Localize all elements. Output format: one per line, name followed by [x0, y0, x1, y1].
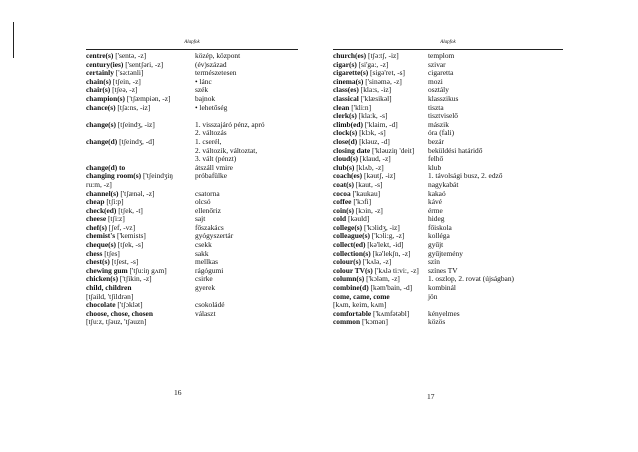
- pronunciation: ['klaim, -d]: [364, 119, 398, 129]
- entry-gloss: sakk: [195, 248, 209, 258]
- entry-gloss: kávé: [428, 197, 442, 207]
- left-margin-line: [13, 22, 14, 58]
- entry-gloss: próbafülke: [195, 171, 228, 181]
- right-entry-list: [333, 52, 563, 327]
- headword-text: change(d): [86, 136, 118, 146]
- pronunciation: [klʌb, -z]: [356, 162, 384, 172]
- headword-text: certainly: [86, 68, 114, 78]
- headword-text: colour TV(s): [333, 265, 373, 275]
- entry-gloss: szék: [195, 85, 209, 95]
- pronunciation: [tʃa:ns, -iz]: [117, 102, 151, 112]
- pronunciation: ['tʃeindʒiŋ: [142, 171, 173, 181]
- pronunciation: ['tʃæmpiən, -z]: [126, 93, 171, 103]
- dictionary-entry: [86, 104, 298, 113]
- headword-text: coach(es): [333, 171, 363, 181]
- pronunciation: ['tʃɔklət]: [117, 300, 143, 310]
- entry-headword: [86, 318, 146, 327]
- entry-gloss: sajt: [195, 214, 206, 224]
- entry-gloss: csekk: [195, 240, 212, 250]
- headword-text: colour(s): [333, 257, 361, 267]
- entry-headword: [86, 104, 150, 113]
- headword-text: cheese: [86, 214, 107, 224]
- pronunciation: [tʃeindʒ, -d]: [119, 136, 155, 146]
- pronunciation: [tʃek, -s]: [117, 240, 144, 250]
- pronunciation: [tʃu:z, tʃəuz, 'tʃəuzn]: [86, 317, 147, 327]
- pronunciation: [tʃes]: [104, 248, 120, 258]
- headword-text: champion(s): [86, 93, 126, 103]
- entry-gloss: érme: [428, 205, 443, 215]
- headword-text: club(s): [333, 162, 355, 172]
- headword-text: chest(s): [86, 257, 110, 267]
- headword-text: change(d) to: [86, 162, 126, 172]
- headword-text: collection(s): [333, 248, 371, 258]
- headword-text: closing date: [333, 145, 371, 155]
- headword-text: chain(s): [86, 76, 112, 86]
- entry-gloss: 1. visszajáró pénz, apró: [195, 119, 265, 129]
- pronunciation: ru:m, -z]: [86, 179, 112, 189]
- headword-text: coffee: [333, 197, 352, 207]
- headword-text: classical: [333, 93, 359, 103]
- entry-headword: [86, 138, 154, 147]
- pronunciation: [tʃek, -t]: [118, 205, 143, 215]
- headword-text: chef(s): [86, 222, 107, 232]
- headword-text: check(ed): [86, 205, 117, 215]
- pronunciation: [kləuz, -d]: [359, 136, 390, 146]
- entry-gloss: csatorna: [195, 188, 220, 198]
- pronunciation: [klaud, -z]: [359, 154, 391, 164]
- pronunciation: [kəutʃ, -iz]: [364, 171, 396, 181]
- pronunciation: ['tʃu:iŋ gʌm]: [129, 265, 167, 275]
- pronunciation: ['sinəmə, -z]: [365, 76, 402, 86]
- running-header-left: Alapfok: [184, 40, 200, 45]
- entry-gloss: természetesen: [195, 68, 237, 78]
- dictionary-entry: [86, 138, 298, 147]
- pronunciation: ['kemists]: [117, 231, 146, 241]
- headword-text: cigar(s): [333, 59, 357, 69]
- pronunciation: [tʃi:p]: [106, 197, 124, 207]
- headword-text: combine(d): [333, 283, 369, 293]
- pronunciation: [kəuld]: [348, 214, 370, 224]
- entry-gloss: kolléga: [428, 231, 450, 241]
- entry-gloss: gyerek: [195, 283, 216, 293]
- pronunciation: [sigə'ret, -s]: [370, 68, 406, 78]
- entry-gloss: kombinál: [428, 283, 456, 293]
- pronunciation: [ʃef, -vz]: [108, 222, 136, 232]
- dictionary-entry: [86, 147, 298, 156]
- entry-gloss: kényelmes: [428, 308, 460, 318]
- headword-text: chicken(s): [86, 274, 119, 284]
- headword-text: choose, chose, chosen: [86, 308, 153, 318]
- headword-text: clean: [333, 102, 350, 112]
- headword-text: climb(ed): [333, 119, 363, 129]
- headword-text: church(es): [333, 51, 367, 60]
- entry-gloss: kakaó: [428, 188, 446, 198]
- entry-gloss: színes TV: [428, 265, 458, 275]
- entry-gloss: beküldési határidő: [428, 145, 483, 155]
- headword-text: cocoa: [333, 188, 351, 198]
- headword-text: changing room(s): [86, 171, 142, 181]
- headword-text: clerk(s): [333, 111, 357, 121]
- headword-text: common: [333, 317, 361, 327]
- entry-gloss: bezár: [428, 136, 444, 146]
- pronunciation: [tʃə:tʃ, -iz]: [367, 51, 399, 60]
- pronunciation: ['sə:tənli]: [115, 68, 144, 78]
- pronunciation: ['klæsikəl]: [360, 93, 392, 103]
- dictionary-entry: [86, 121, 298, 130]
- pronunciation: ['kʌlə ti:vi:, -z]: [374, 265, 419, 275]
- headword-text: class(es): [333, 85, 359, 95]
- entry-gloss: mozi: [428, 76, 443, 86]
- headword-text: collect(ed): [333, 240, 366, 250]
- entry-gloss: főszakács: [195, 222, 224, 232]
- entry-gloss: osztály: [428, 85, 449, 95]
- headword-text: college(s): [333, 222, 363, 232]
- entry-gloss: választ: [195, 308, 216, 318]
- headword-text: cheap: [86, 197, 105, 207]
- entry-gloss: csokoládé: [195, 300, 225, 310]
- pronunciation: [klɔk, -s]: [359, 128, 386, 138]
- entry-gloss: közös: [428, 317, 446, 327]
- entry-gloss: • lánc: [195, 76, 212, 86]
- headword-text: clock(s): [333, 128, 358, 138]
- entry-gloss: 1. oszlop, 2. rovat (újságban): [428, 274, 514, 284]
- entry-gloss: 1. távolsági busz, 2. edző: [428, 171, 503, 181]
- pronunciation: [kəm'bain, -d]: [370, 283, 413, 293]
- running-header-right: Alapfok: [440, 40, 456, 45]
- dictionary-entry: [86, 172, 298, 181]
- headword-text: cinema(s): [333, 76, 364, 86]
- entry-gloss: (év)század: [195, 59, 227, 69]
- entry-gloss: szín: [428, 257, 440, 267]
- headword-text: chess: [86, 248, 103, 258]
- headword-text: cigarette(s): [333, 68, 369, 78]
- pronunciation: ['kʌlə, -z]: [362, 257, 392, 267]
- entry-gloss: klasszikus: [428, 93, 459, 103]
- header-rule-right: [333, 49, 563, 50]
- headword-text: cloud(s): [333, 154, 359, 164]
- pronunciation: [kə'lekʃn, -z]: [372, 248, 411, 258]
- entry-gloss: nagykabát: [428, 179, 459, 189]
- entry-gloss: 3. vált (pénzt): [195, 154, 237, 164]
- headword-text: coin(s): [333, 205, 354, 215]
- headword-text: chewing gum: [86, 265, 128, 275]
- headword-text: chair(s): [86, 85, 111, 95]
- headword-text: change(s): [86, 119, 116, 129]
- pronunciation: ['sentə, -z]: [115, 51, 147, 60]
- entry-gloss: 1. cserél,: [195, 136, 222, 146]
- headword-text: colleague(s): [333, 231, 370, 241]
- entry-gloss: jön: [428, 291, 438, 301]
- entry-gloss: szivar: [428, 59, 446, 69]
- headword-text: comfortable: [333, 308, 372, 318]
- headword-text: column(s): [333, 274, 365, 284]
- entry-gloss: ellenőriz: [195, 205, 221, 215]
- headword-text: coat(s): [333, 179, 354, 189]
- headword-text: chocolate: [86, 300, 116, 310]
- entry-gloss: cigaretta: [428, 68, 454, 78]
- headword-text: centre(s): [86, 51, 114, 60]
- pronunciation: [si'ga:, -z]: [358, 59, 389, 69]
- headword-text: century(ies): [86, 59, 124, 69]
- entry-gloss: bajnok: [195, 93, 216, 103]
- pronunciation: [kla:s, -iz]: [360, 85, 392, 95]
- pronunciation: [tʃeə, -z]: [112, 85, 138, 95]
- pronunciation: ['kɔlidʒ, -iz]: [364, 222, 400, 232]
- entry-headword: [86, 121, 155, 130]
- pronunciation: [tʃeindʒ, -iz]: [117, 119, 155, 129]
- pronunciation: [tʃi:z]: [107, 214, 125, 224]
- pronunciation: [kə'lekt, -id]: [367, 240, 404, 250]
- page-number-left: 16: [174, 388, 182, 397]
- pronunciation: ['tʃænəl, -z]: [120, 188, 155, 198]
- dictionary-entry: [86, 318, 298, 327]
- entry-gloss: közép, központ: [195, 51, 241, 60]
- page-number-right: 17: [427, 392, 435, 401]
- entry-gloss: klub: [428, 162, 442, 172]
- pronunciation: ['kləuziŋ 'deit]: [372, 145, 415, 155]
- pronunciation: ['kʌmfətəbl]: [373, 308, 410, 318]
- entry-gloss: olcsó: [195, 197, 211, 207]
- pronunciation: ['kɔli:g, -z]: [371, 231, 405, 241]
- entry-gloss: gyűjt: [428, 240, 444, 250]
- pronunciation: ['kaukau]: [352, 188, 381, 198]
- pronunciation: ['kɔfi]: [353, 197, 372, 207]
- entry-gloss: rágógumi: [195, 265, 224, 275]
- entry-gloss: tisztviselő: [428, 111, 458, 121]
- headword-text: cold: [333, 214, 347, 224]
- entry-gloss: templom: [428, 51, 455, 60]
- pronunciation: [kɔin, -z]: [355, 205, 383, 215]
- pronunciation: [tʃest, -s]: [111, 257, 139, 267]
- headword-text: chance(s): [86, 102, 116, 112]
- headword-text: cheque(s): [86, 240, 116, 250]
- pronunciation: ['kli:n]: [351, 102, 372, 112]
- entry-gloss: tiszta: [428, 102, 444, 112]
- entry-gloss: gyűjtemény: [428, 248, 463, 258]
- left-entry-list: [86, 52, 298, 327]
- entry-gloss: hideg: [428, 214, 445, 224]
- entry-gloss: átszáll vmire: [195, 162, 233, 172]
- pronunciation: ['kɔləm, -z]: [366, 274, 400, 284]
- pronunciation: [kʌm, keim, kʌm]: [333, 300, 387, 310]
- pronunciation: ['tʃikin, -z]: [119, 274, 152, 284]
- entry-gloss: • lehetőség: [195, 102, 228, 112]
- headword-text: channel(s): [86, 188, 119, 198]
- header-rule-left: [86, 49, 298, 50]
- entry-gloss: főiskola: [428, 222, 452, 232]
- pronunciation: ['kɔmən]: [361, 317, 388, 327]
- entry-gloss: 2. változik, változtat,: [195, 145, 258, 155]
- dictionary-entry: [333, 318, 563, 327]
- pronunciation: [kla:k, -s]: [358, 111, 388, 121]
- pronunciation: ['sentʃəri, -z]: [125, 59, 164, 69]
- pronunciation: [tʃein, -z]: [112, 76, 141, 86]
- headword-text: close(d): [333, 136, 358, 146]
- headword-text: chemist's: [86, 231, 116, 241]
- entry-gloss: óra (fali): [428, 128, 455, 138]
- headword-text: child, children: [86, 283, 132, 293]
- pronunciation: [tʃaild, 'tʃildrən]: [86, 291, 134, 301]
- headword-text: come, came, come: [333, 291, 390, 301]
- entry-gloss: csirke: [195, 274, 213, 284]
- entry-gloss: felhő: [428, 154, 444, 164]
- entry-headword: [333, 318, 388, 327]
- entry-gloss: mászik: [428, 119, 449, 129]
- entry-gloss: gyógyszertár: [195, 231, 234, 241]
- entry-gloss: mellkas: [195, 257, 218, 267]
- entry-gloss: 2. változás: [195, 128, 227, 138]
- pronunciation: [kaut, -s]: [355, 179, 383, 189]
